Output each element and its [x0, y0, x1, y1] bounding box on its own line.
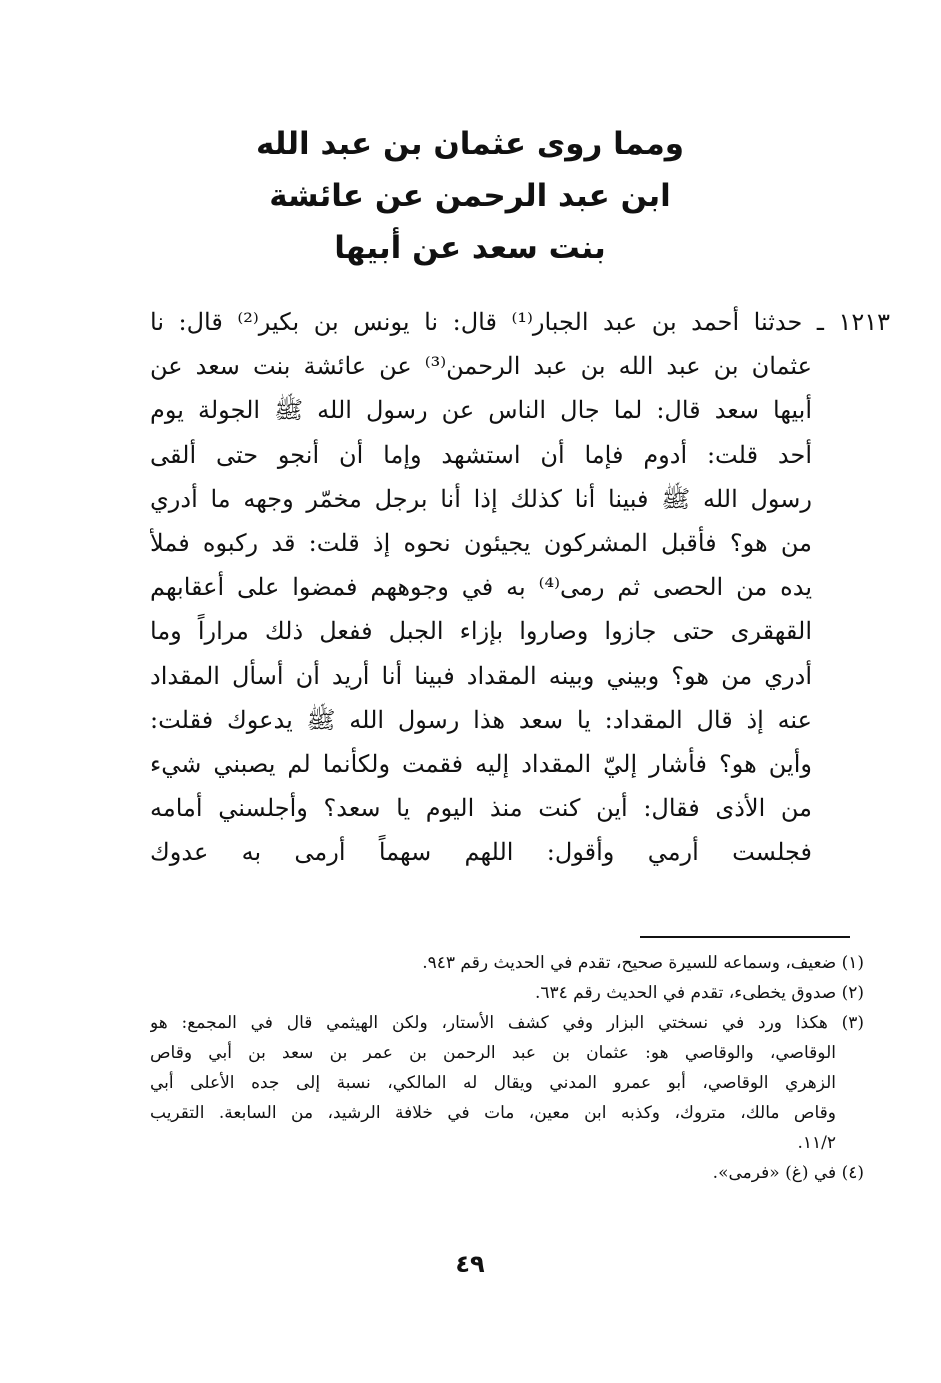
footnote-4: (٤) في (غ) «فرمى». [712, 1163, 864, 1183]
hadith-line: من الأذى فقال: أين كنت منذ اليوم يا سعد؟ وأجلسني أمامه [150, 794, 812, 823]
hadith-line: من هو؟ فأقبل المشركون يجيئون نحوه إذ قلت: قد ركبوه فملأ [150, 528, 812, 557]
chapter-heading [150, 118, 790, 274]
hadith-line: عنه إذ قال المقداد: يا سعد هذا رسول الله ﷺ يدعوك فقلت: [150, 705, 812, 734]
hadith-line: يده من الحصى ثم رمى⁽⁴⁾ به في وجوههم فمضوا على أعقابهم [150, 573, 812, 602]
hadith-line: رسول الله ﷺ فبينا أنا كذلك إذا أنا برجل مخمّر وجهه ما أدري [150, 484, 812, 513]
footnotes [150, 948, 864, 1188]
page-number: ٤٩ [455, 1250, 485, 1278]
hadith-line: عثمان بن عبد الله بن عبد الرحمن⁽³⁾ عن عائشة بنت سعد عن [150, 352, 812, 381]
footnote-1: (١) ضعيف، وسماعه للسيرة صحيح، تقدم في الحديث رقم ٩٤٣. [422, 953, 864, 973]
footnote-3-line-1: (٣) هكذا ورد في نسختي البزار وفي كشف الأستار، ولكن الهيثمي قال في المجمع: هو [150, 1013, 864, 1033]
hadith-line: فجلست أرمي وأقول: اللهم سهماً أرمى به عدوك [150, 838, 812, 867]
hadith-text [150, 300, 890, 874]
footnote-3-line-3: الزهري الوقاصي، أبو عمرو المدني ويقال له المالكي، نسبة إلى جده الأعلى أبي [150, 1073, 836, 1093]
footnote-3-line-2: الوقاصي، والوقاصي هو: عثمان بن عبد الرحمن بن عمر بن سعد بن أبي وقاص [150, 1043, 836, 1063]
heading-line-3: بنت سعد عن أبيها [334, 230, 606, 266]
footnote-separator [640, 936, 850, 938]
hadith-line: أدري من هو؟ وبيني وبينه المقداد فبينا أنا أريد أن أسأل المقداد [150, 661, 812, 690]
hadith-line: ١٢١٣ ـ حدثنا أحمد بن عبد الجبار⁽¹⁾ قال: نا يونس بن بكير⁽²⁾ قال: نا [150, 308, 890, 336]
footnote-2: (٢) صدوق يخطىء، تقدم في الحديث رقم ٦٣٤. [534, 983, 864, 1003]
footnote-3-line-5: ١١/٢. [797, 1133, 836, 1153]
hadith-line: أبيها سعد قال: لما جال الناس عن رسول الله ﷺ الجولة يوم [150, 396, 812, 425]
heading-line-1: ومما روى عثمان بن عبد الله [255, 126, 685, 162]
hadith-line: أحد قلت: أدوم فإما أن استشهد وإما أن أنجو حتى ألقى [150, 440, 812, 469]
footnote-3-line-4: وقاص مالك، متروك، وكذبه ابن معين، مات في خلافة الرشيد، من السابعة. التقريب [150, 1103, 836, 1123]
heading-line-2: ابن عبد الرحمن عن عائشة [269, 178, 671, 214]
hadith-line: القهقرى حتى جازوا وصاروا بإزاء الجبل ففعل ذلك مراراً وما [150, 617, 812, 646]
hadith-line: وأين هو؟ فأشار إليّ المقداد إليه فقمت ولكأنما لم يصبني شيء [150, 749, 812, 778]
